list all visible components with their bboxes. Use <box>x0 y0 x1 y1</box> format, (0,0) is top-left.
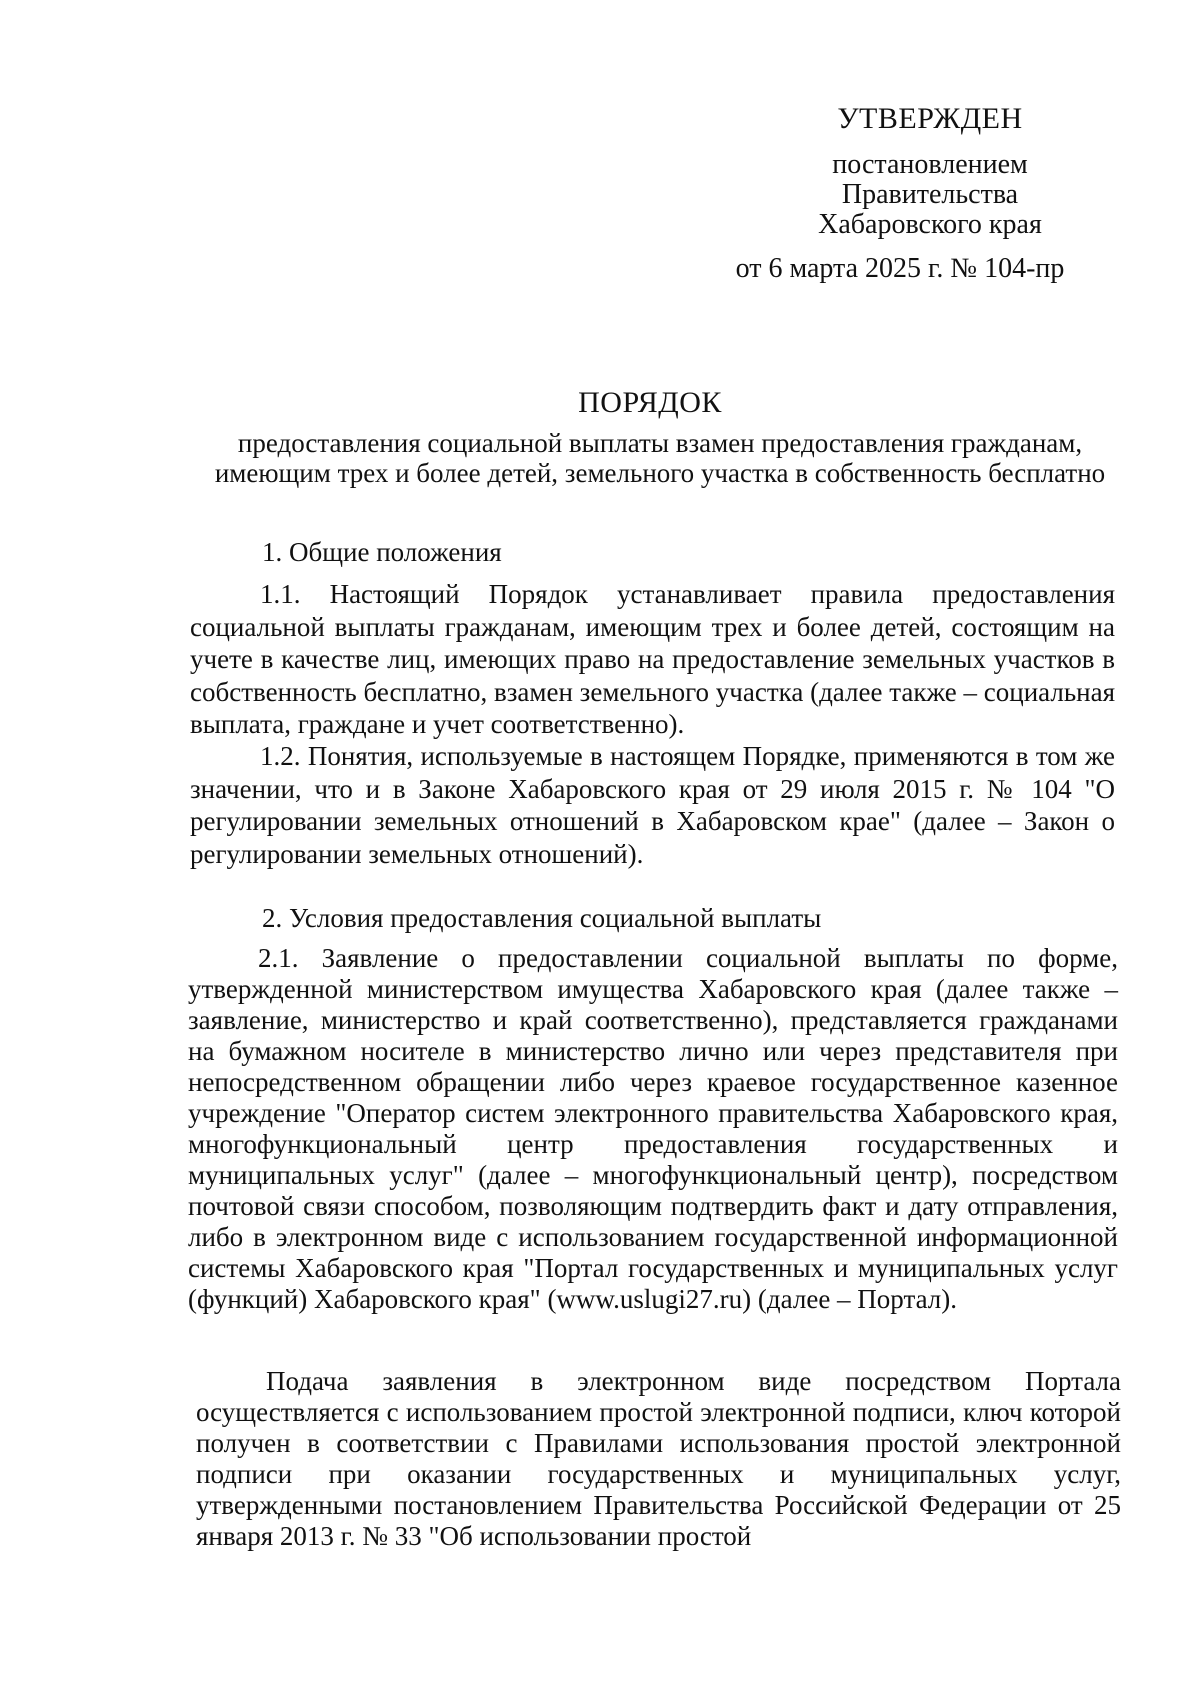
approval-line-3: Хабаровского края <box>818 209 1042 240</box>
approval-line-1: постановлением <box>832 149 1028 180</box>
paragraph-2-1-continued: Подача заявления в электронном виде посредством Портала осуществляется с использованием простой электронной подписи, ключ которой получен в соответствии с Правилами использования простой электронной подписи при оказании государственных и муниципальных услуг, утвержденными постановлением Правительства Российской Федерации от 25 января 2013 г. № 33 "Об использовании простой <box>196 1366 1121 1551</box>
approval-line-2: Правительства <box>841 179 1019 210</box>
section-2-heading: 2. Условия предоставления социальной выплаты <box>262 903 822 933</box>
paragraph-1-1: 1.1. Настоящий Порядок устанавливает правила предоставления социальной выплаты гражданам, имеющим трех и более детей, состоящим на учете в качестве лиц, имеющих право на предоставление земельных участков в собственность бесплатно, взамен земельного участка (далее также – социальная выплата, граждане и учет соответственно). <box>190 579 1115 739</box>
document-title: ПОРЯДОК <box>578 386 722 419</box>
paragraph-1-2: 1.2. Понятия, используемые в настоящем Порядке, применяются в том же значении, что и в Законе Хабаровского края от 29 июля 2015 г. № 104 "О регулировании земельных отношений в Хабаровском крае" (далее – Закон о регулировании земельных отношений). <box>190 741 1115 869</box>
approval-date: от 6 марта 2025 г. № 104-пр <box>735 253 1065 284</box>
approval-heading: УТВЕРЖДЕН <box>837 102 1023 135</box>
document-subtitle: предоставления социальной выплаты взамен предоставления гражданам, имеющим трех и более детей, земельного участка в собственность бесплатно <box>214 428 1106 488</box>
paragraph-2-1: 2.1. Заявление о предоставлении социальной выплаты по форме, утвержденной министерством имущества Хабаровского края (далее также – заявление, министерство и край соответственно), представляется гражданами на бумажном носителе в министерство лично или через представителя при непосредственном обращении либо через краевое государственное казенное учреждение "Оператор систем электронного правительства Хабаровского края, многофункциональный центр предоставления государственных и муниципальных услуг" (далее – многофункциональный центр), посредством почтовой связи способом, позволяющим подтвердить факт и дату отправления, либо в электронном виде с использованием государственной информационной системы Хабаровского края "Портал государственных и муниципальных услуг (функций) Хабаровского края" (www.uslugi27.ru) (далее – Портал). <box>188 943 1118 1314</box>
section-1-heading: 1. Общие положения <box>262 537 502 567</box>
approval-stamp <box>735 102 1100 284</box>
